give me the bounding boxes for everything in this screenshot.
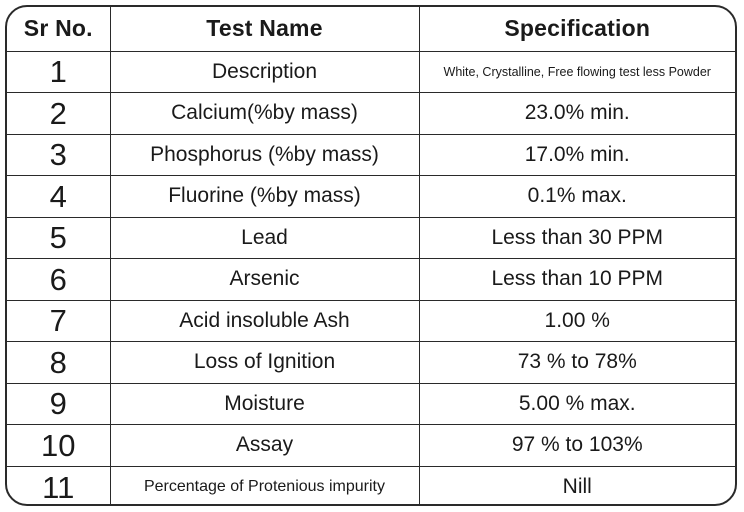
specification-cell: Less than 30 PPM xyxy=(419,217,735,259)
specification-cell: 5.00 % max. xyxy=(419,383,735,425)
table-row xyxy=(7,176,735,218)
sr-number-cell: 1 xyxy=(7,51,110,93)
specification-cell: 1.00 % xyxy=(419,300,735,342)
test-name-cell: Assay xyxy=(110,425,419,467)
test-name-cell: Fluorine (%by mass) xyxy=(110,176,419,218)
sr-number-cell: 3 xyxy=(7,134,110,176)
test-name-cell: Acid insoluble Ash xyxy=(110,300,419,342)
sr-number-cell: 8 xyxy=(7,342,110,384)
table-row xyxy=(7,300,735,342)
sr-number-cell: 6 xyxy=(7,259,110,301)
sr-number-cell: 4 xyxy=(7,176,110,218)
test-name-cell: Calcium(%by mass) xyxy=(110,93,419,135)
specification-table-frame xyxy=(5,5,737,506)
table-row xyxy=(7,134,735,176)
header-sr-no: Sr No. xyxy=(7,7,110,51)
table-row xyxy=(7,51,735,93)
header-specification: Specification xyxy=(419,7,735,51)
test-name-cell: Moisture xyxy=(110,383,419,425)
specification-cell: 17.0% min. xyxy=(419,134,735,176)
table-body xyxy=(7,51,735,506)
header-test-name: Test Name xyxy=(110,7,419,51)
sr-number-cell: 9 xyxy=(7,383,110,425)
specification-cell: 23.0% min. xyxy=(419,93,735,135)
table-row xyxy=(7,466,735,506)
test-name-cell: Loss of Ignition xyxy=(110,342,419,384)
specification-cell: 0.1% max. xyxy=(419,176,735,218)
sr-number-cell: 5 xyxy=(7,217,110,259)
test-name-cell: Phosphorus (%by mass) xyxy=(110,134,419,176)
table-row xyxy=(7,342,735,384)
specification-cell: Less than 10 PPM xyxy=(419,259,735,301)
sr-number-cell: 2 xyxy=(7,93,110,135)
specification-cell: 73 % to 78% xyxy=(419,342,735,384)
table-header-row xyxy=(7,7,735,51)
test-name-cell: Description xyxy=(110,51,419,93)
table-row xyxy=(7,259,735,301)
specification-cell: Nill xyxy=(419,466,735,506)
table-row xyxy=(7,425,735,467)
sr-number-cell: 7 xyxy=(7,300,110,342)
test-name-cell: Arsenic xyxy=(110,259,419,301)
test-name-cell: Lead xyxy=(110,217,419,259)
specification-table xyxy=(7,7,735,506)
table-row xyxy=(7,217,735,259)
sr-number-cell: 10 xyxy=(7,425,110,467)
table-row xyxy=(7,383,735,425)
table-row xyxy=(7,93,735,135)
specification-cell: 97 % to 103% xyxy=(419,425,735,467)
sr-number-cell: 11 xyxy=(7,466,110,506)
test-name-cell: Percentage of Protenious impurity xyxy=(110,466,419,506)
specification-cell: White, Crystalline, Free flowing test less Powder xyxy=(419,51,735,93)
